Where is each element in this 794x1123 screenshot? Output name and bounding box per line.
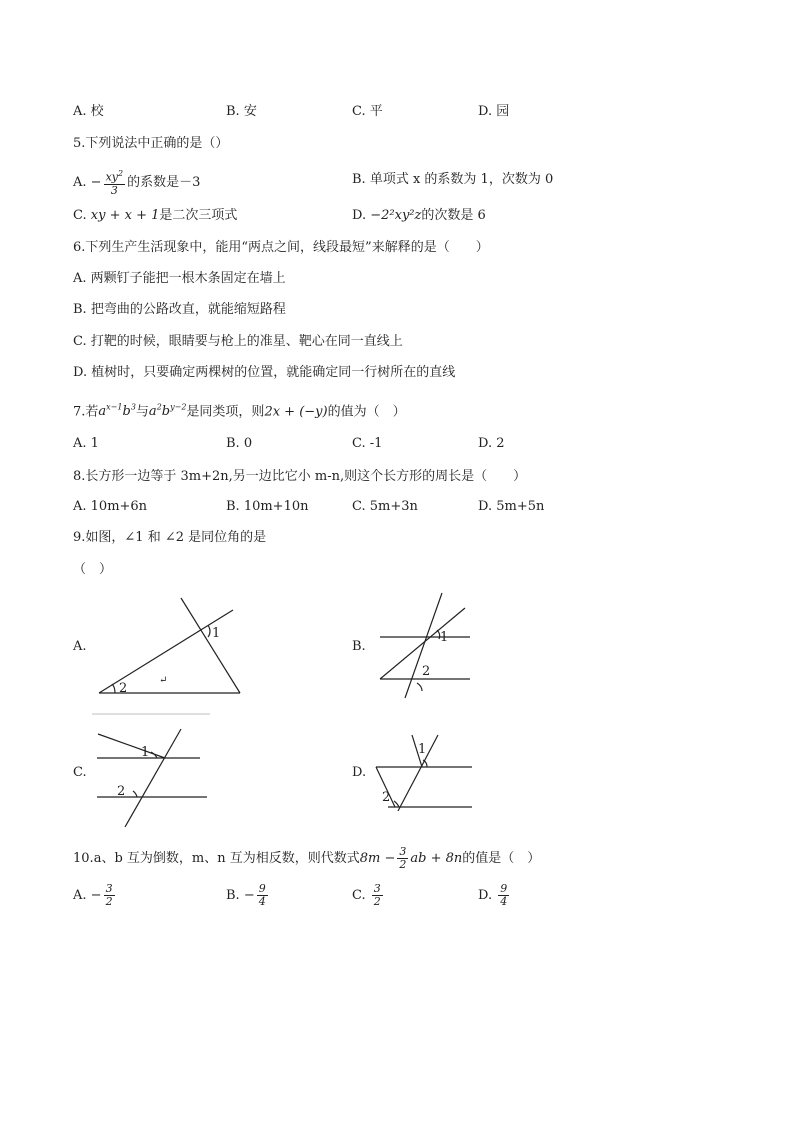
q10-option-c: C. $\frac{3}{2}$ bbox=[352, 882, 381, 908]
q9-figure-c bbox=[95, 727, 210, 829]
q6-option-a: A. 两颗钉子能把一根木条固定在墙上 bbox=[73, 271, 286, 286]
q10-stem: 10.a、b 互为倒数，m、n 互为相反数，则代数式8m − $\frac{3}{2}$ ab + 8n的值是（ ） bbox=[73, 845, 541, 871]
q6-option-c: C. 打靶的时候，眼睛要与枪上的准星、靶心在同一直线上 bbox=[73, 334, 403, 349]
q7-option-a: A. 1 bbox=[73, 436, 99, 451]
q4-option-a: A. 校 bbox=[73, 104, 104, 119]
q8-option-b: B. 10m+10n bbox=[226, 499, 309, 514]
q7-option-b: B. 0 bbox=[226, 436, 253, 451]
q10-option-d: D. $\frac{9}{4}$ bbox=[478, 882, 508, 908]
q8-option-d: D. 5m+5n bbox=[478, 499, 545, 514]
q9-d-angle2: 2 bbox=[382, 790, 391, 805]
q10-option-a: A. − $\frac{3}{2}$ bbox=[73, 882, 113, 908]
q9-figure-a bbox=[95, 595, 240, 695]
q9-label-c: C. bbox=[73, 765, 87, 780]
q9-stem: 9.如图，∠1 和 ∠2 是同位角的是 bbox=[73, 530, 267, 545]
q9-label-d: D. bbox=[352, 765, 367, 780]
q5-option-a: A. − $\frac{xy^2}{3}$ 的系数是－3 bbox=[73, 169, 201, 197]
q9-a-angle2: 2 bbox=[119, 681, 128, 696]
q4-option-c: C. 平 bbox=[352, 104, 383, 119]
q4-option-d: D. 园 bbox=[478, 104, 510, 119]
q5-option-c: C. xy + x + 1是二次三项式 bbox=[73, 208, 238, 223]
q6-option-d: D. 植树时，只要确定两棵树的位置，就能确定同一行树所在的直线 bbox=[73, 365, 456, 380]
q9-b-angle1: 1 bbox=[440, 630, 449, 645]
q10-option-b: B. − $\frac{9}{4}$ bbox=[226, 882, 266, 908]
q7-option-d: D. 2 bbox=[478, 436, 505, 451]
q9-c-angle2: 2 bbox=[117, 784, 126, 799]
q5-stem: 5.下列说法中正确的是（） bbox=[73, 136, 229, 151]
q9-figure-d bbox=[370, 733, 475, 813]
q9-b-angle2: 2 bbox=[422, 664, 431, 679]
q9-c-angle1: 1 bbox=[141, 745, 150, 760]
q4-option-b: B. 安 bbox=[226, 104, 257, 119]
q5-option-b: B. 单项式 x 的系数为 1，次数为 0 bbox=[352, 172, 554, 187]
q9-d-angle1: 1 bbox=[418, 742, 427, 757]
q6-option-b: B. 把弯曲的公路改直，就能缩短路程 bbox=[73, 302, 286, 317]
q6-stem: 6.下列生产生活现象中，能用“两点之间，线段最短”来解释的是（ ） bbox=[73, 240, 489, 255]
q9-divider bbox=[92, 713, 210, 716]
q8-option-c: C. 5m+3n bbox=[352, 499, 418, 514]
q5-option-d: D. −2²xy²z的次数是 6 bbox=[352, 208, 486, 223]
q9-a-return-mark: ↵ bbox=[159, 675, 168, 686]
q9-a-angle1: 1 bbox=[212, 626, 221, 641]
q8-stem: 8.长方形一边等于 3m+2n,另一边比它小 m-n,则这个长方形的周长是（ ） bbox=[73, 469, 527, 484]
q9-paren: （ ） bbox=[73, 562, 113, 577]
q5-a-fraction: $\frac{xy^2}{3}$ bbox=[105, 169, 124, 197]
q8-option-a: A. 10m+6n bbox=[73, 499, 148, 514]
q9-label-b: B. bbox=[352, 639, 366, 654]
q7-option-c: C. -1 bbox=[352, 436, 383, 451]
q10-expr-fraction: $\frac{3}{2}$ bbox=[399, 845, 407, 871]
q9-label-a: A. bbox=[73, 639, 87, 654]
q7-stem: 7.若$a^{x-1}b^3$与$a^2b^{y-2}$是同类项，则2x + (−y)的值为（ ） bbox=[73, 403, 406, 420]
q9-figure-b bbox=[370, 590, 480, 702]
